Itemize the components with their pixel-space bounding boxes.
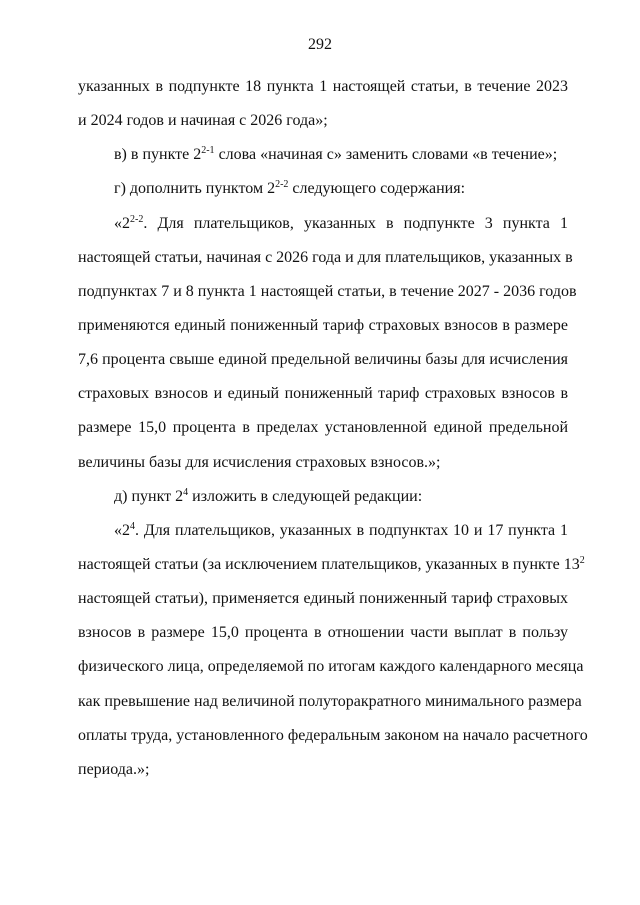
text-line: в) в пункте 2$^{2-1}$ слова «начиная с» заменить словами «в течение»; (114, 145, 558, 164)
text-line: размере 15,0 процента в пределах установленной единой предельной (78, 419, 568, 437)
text-line: настоящей статьи (за исключением плательщиков, указанных в пункте $13^2$ (78, 554, 585, 573)
text-line: страховых взносов и единый пониженный тариф страховых взносов в (78, 385, 568, 403)
text-line: и 2024 годов и начиная с 2026 года»; (78, 112, 328, 130)
text-line: 7,6 процента свыше единой предельной величины базы для исчисления (78, 351, 568, 369)
text-line: величины базы для исчисления страховых взносов.»; (78, 453, 441, 471)
document-body (78, 70, 588, 787)
text-line: указанных в подпункте 18 пункта 1 настоящей статьи, в течение 2023 (78, 78, 568, 95)
text-line: применяются единый пониженный тариф страховых взносов в размере (78, 316, 568, 334)
text-line: г) дополнить пунктом 2$^{2-2}$ следующего содержания: (114, 179, 466, 198)
text-line: оплаты труда, установленного федеральным законом на начало расчетного (78, 726, 588, 744)
text-line: «$2^4$. Для плательщиков, указанных в подпунктах 10 и 17 пункта 1 (114, 520, 568, 539)
text-line: физического лица, определяемой по итогам каждого календарного месяца (78, 658, 584, 676)
text-line: как превышение над величиной полуторакратного минимального размера (78, 692, 582, 710)
text-line: «2$^{2-2}$. Для плательщиков, указанных в подпункте 3 пункта 1 (114, 213, 568, 232)
text-line: периода.»; (78, 760, 150, 778)
text-line: взносов в размере 15,0 процента в отношении части выплат в пользу (78, 624, 568, 642)
text-line: настоящей статьи), применяется единый пониженный тариф страховых (78, 590, 568, 608)
text-line: настоящей статьи, начиная с 2026 года и для плательщиков, указанных в (78, 248, 573, 266)
text-line: подпунктах 7 и 8 пункта 1 настоящей статьи, в течение 2027 - 2036 годов (78, 282, 577, 300)
text-line: д) пункт $2^4$ изложить в следующей редакции: (114, 486, 423, 505)
page-number: 292 (308, 36, 332, 53)
